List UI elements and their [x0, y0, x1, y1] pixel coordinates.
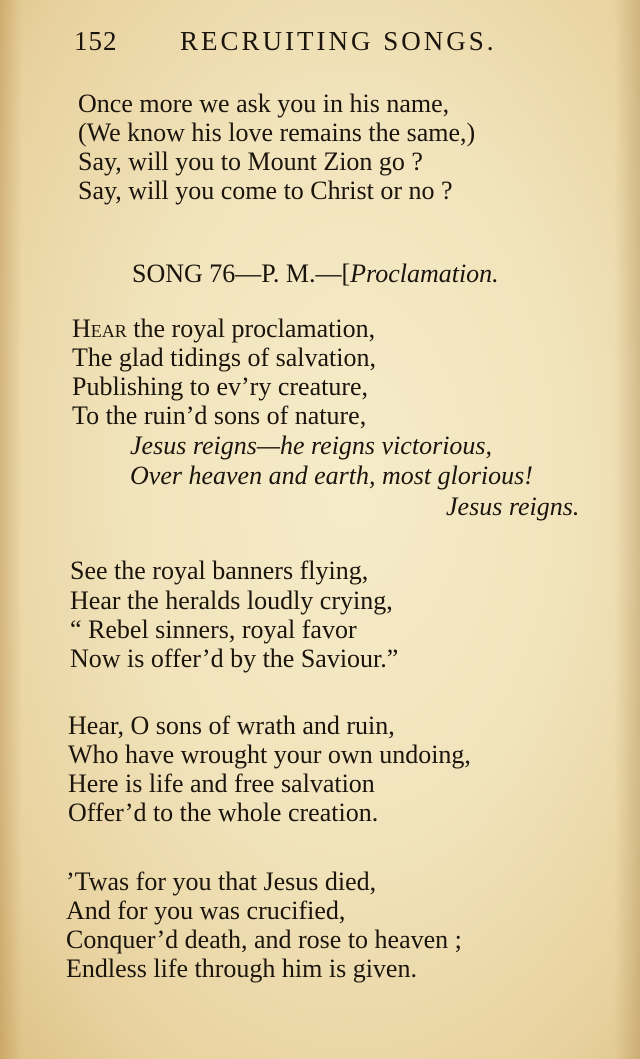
page-edge-shadow-right: [614, 0, 640, 1059]
stanza1-line-2: The glad tidings of salvation,: [72, 343, 377, 372]
stanza4-line-2: And for you was crucified,: [66, 896, 346, 925]
stanza1-first-word: Hear: [72, 314, 127, 343]
stanza1-refrain: Jesus reigns.: [446, 492, 580, 521]
stanza1-first-line-rest: the royal proclamation,: [126, 314, 376, 343]
stanza1-chorus-line-2: Over heaven and earth, most glorious!: [130, 461, 533, 490]
stanza4-line-4: Endless life through him is given.: [66, 954, 417, 983]
stanza1-chorus-line-1: Jesus reigns—he reigns victorious,: [130, 431, 493, 460]
stanza3-line-3: Here is life and free salvation: [68, 769, 375, 798]
stanza2-line-1: See the royal banners flying,: [70, 556, 369, 585]
stanza2-line-2: Hear the heralds loudly crying,: [70, 586, 393, 615]
stanza2-line-4: Now is offer’d by the Saviour.”: [70, 644, 399, 673]
prev-stanza-line-3: Say, will you to Mount Zion go ?: [78, 147, 423, 176]
song-heading-title: Proclamation.: [350, 259, 499, 288]
prev-stanza-line-1: Once more we ask you in his name,: [78, 89, 450, 118]
prev-stanza-line-4: Say, will you come to Christ or no ?: [78, 176, 453, 205]
stanza4-line-3: Conquer’d death, and rose to heaven ;: [66, 925, 462, 954]
prev-stanza-line-2: (We know his love remains the same,): [78, 118, 476, 147]
page-edge-shadow-left: [0, 0, 22, 1059]
running-title: RECRUITING SONGS.: [180, 26, 497, 56]
stanza1-line-3: Publishing to ev’ry creature,: [72, 372, 369, 401]
song-heading: [132, 261, 499, 287]
stanza3-line-1: Hear, O sons of wrath and ruin,: [68, 711, 395, 740]
stanza3-line-4: Offer’d to the whole creation.: [68, 798, 379, 827]
stanza2-line-3: “ Rebel sinners, royal favor: [70, 615, 357, 644]
stanza3-line-2: Who have wrought your own undoing,: [68, 740, 471, 769]
song-heading-number: SONG 76—P. M.—[: [132, 259, 351, 288]
stanza1-line-1: [72, 316, 375, 342]
stanza1-line-4: To the ruin’d sons of nature,: [72, 401, 367, 430]
stanza4-line-1: ’Twas for you that Jesus died,: [66, 867, 377, 896]
page-number: 152: [74, 26, 118, 56]
